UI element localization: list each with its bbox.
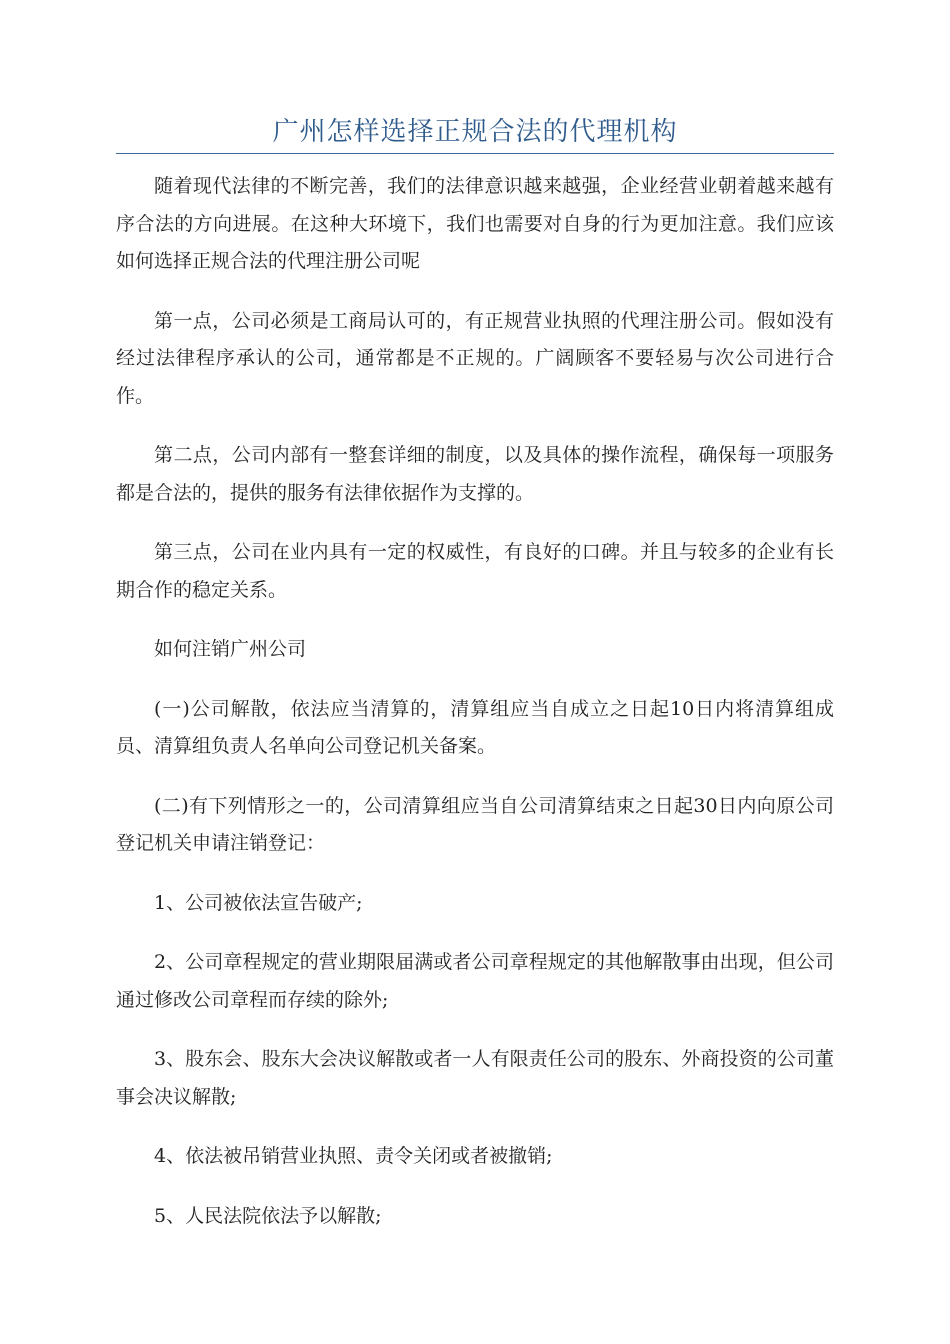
- list-item-1: 1、公司被依法宣告破产;: [154, 891, 363, 914]
- page-title: 广州怎样选择正规合法的代理机构: [272, 117, 678, 147]
- list-item-2: 2、公司章程规定的营业期限届满或者公司章程规定的其他解散事由出现，但公司通过修改公司章程而存续的除外;: [116, 951, 834, 1011]
- paragraph-clause-1: (一)公司解散，依法应当清算的，清算组应当自成立之日起10日内将清算组成员、清算组负责人名单向公司登记机关备案。: [116, 697, 834, 757]
- title-underline: [116, 153, 834, 154]
- list-item-3: 3、股东会、股东大会决议解散或者一人有限责任公司的股东、外商投资的公司董事会决议解散;: [116, 1048, 834, 1108]
- list-item-5: 5、人民法院依法予以解散;: [154, 1204, 382, 1227]
- document-body: [116, 168, 834, 1257]
- paragraph-point-3: 第三点，公司在业内具有一定的权威性，有良好的口碑。并且与较多的企业有长期合作的稳定关系。: [116, 541, 834, 601]
- paragraph-point-1: 第一点，公司必须是工商局认可的，有正规营业执照的代理注册公司。假如没有经过法律程序承认的公司，通常都是不正规的。广阔顾客不要轻易与次公司进行合作。: [116, 309, 834, 407]
- paragraph-clause-2: (二)有下列情形之一的，公司清算组应当自公司清算结束之日起30日内向原公司登记机关申请注销登记：: [116, 794, 834, 854]
- list-item-4: 4、依法被吊销营业执照、责令关闭或者被撤销;: [154, 1145, 553, 1167]
- paragraph-intro: 随着现代法律的不断完善，我们的法律意识越来越强，企业经营业朝着越来越有序合法的方向进展。在这种大环境下，我们也需要对自身的行为更加注意。我们应该如何选择正规合法的代理注册公司呢: [116, 175, 834, 272]
- section-heading: 如何注销广州公司: [154, 638, 307, 660]
- paragraph-point-2: 第二点，公司内部有一整套详细的制度，以及具体的操作流程，确保每一项服务都是合法的，提供的服务有法律依据作为支撑的。: [116, 444, 834, 504]
